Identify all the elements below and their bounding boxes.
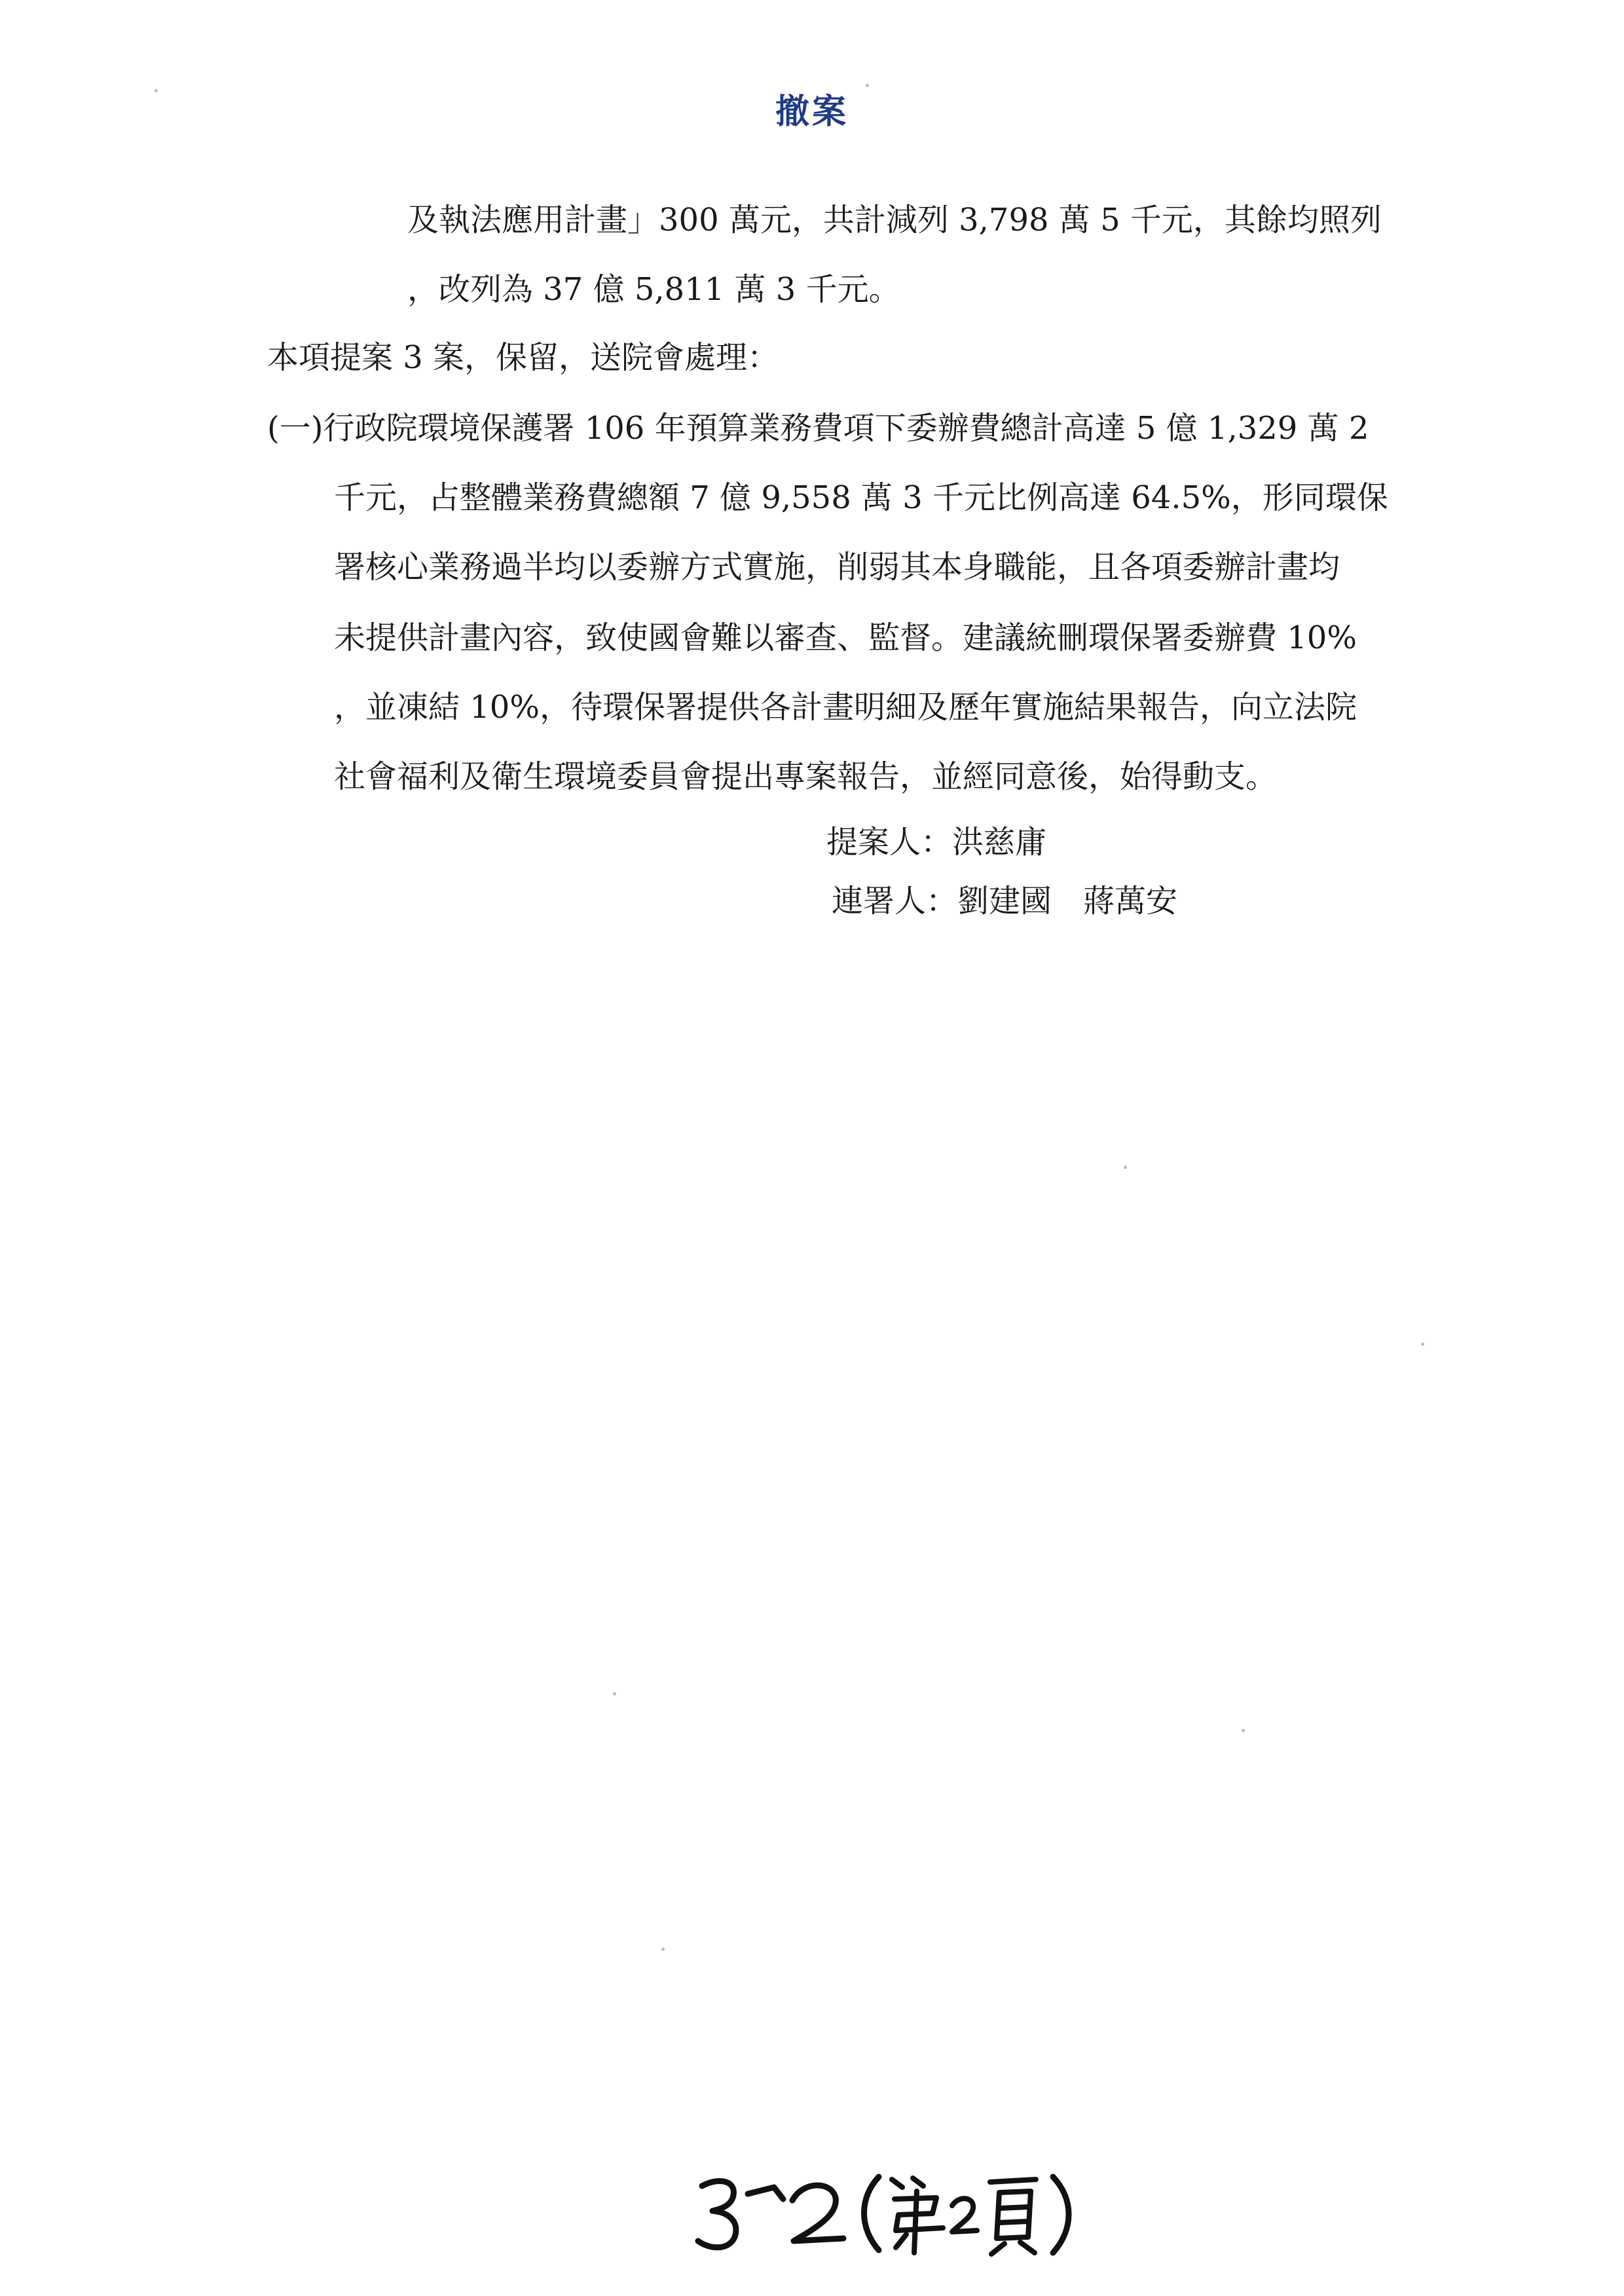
scan-speck xyxy=(1242,1729,1245,1732)
cosigner-line: 連署人：劉建國 蔣萬安 xyxy=(832,883,1178,919)
scan-speck xyxy=(155,89,158,92)
scan-speck xyxy=(661,1948,665,1951)
handwritten-small-2 xyxy=(952,2198,977,2232)
handwritten-page-number xyxy=(688,2161,1113,2259)
continuation-line-1: 及執法應用計畫」300 萬元，共計減列 3,798 萬 5 千元，其餘均照列 xyxy=(407,202,1382,238)
withdrawn-stamp: 撤案 xyxy=(775,92,849,132)
scan-speck xyxy=(1124,1166,1127,1169)
item-line-1: (一)行政院環境保護署 106 年預算業務費項下委辦費總計高達 5 億 1,329 萬 2 xyxy=(267,410,1369,447)
item-line-4: 未提供計畫內容，致使國會難以審查、監督。建議統刪環保署委辦費 10% xyxy=(334,620,1357,656)
scan-speck xyxy=(613,1692,616,1695)
item-line-2: 千元，占整體業務費總額 7 億 9,558 萬 3 千元比例高達 64.5%，形同環保 xyxy=(334,479,1388,516)
scan-speck xyxy=(866,84,869,87)
intro-line: 本項提案 3 案，保留，送院會處理： xyxy=(267,339,779,376)
item-line-5: ，並凍結 10%，待環保署提供各計畫明細及歷年實施結果報告，向立法院 xyxy=(334,689,1357,726)
proposer-line: 提案人：洪慈庸 xyxy=(826,824,1047,861)
handwritten-digit-3 xyxy=(698,2181,736,2247)
scan-speck xyxy=(1421,1342,1424,1346)
handwritten-close-paren xyxy=(1053,2177,1069,2253)
handwritten-open-paren xyxy=(864,2177,879,2250)
item-line-6: 社會福利及衛生環境委員會提出專案報告，並經同意後，始得動支。 xyxy=(334,758,1278,795)
handwritten-digit-2 xyxy=(792,2185,843,2241)
continuation-line-2: ，改列為 37 億 5,811 萬 3 千元。 xyxy=(407,271,900,308)
item-line-3: 署核心業務過半均以委辦方式實施，削弱其本身職能，且各項委辦計畫均 xyxy=(334,549,1340,585)
handwritten-dash xyxy=(748,2187,783,2199)
handwritten-di-char xyxy=(892,2178,943,2253)
handwritten-ye-char xyxy=(990,2179,1036,2254)
